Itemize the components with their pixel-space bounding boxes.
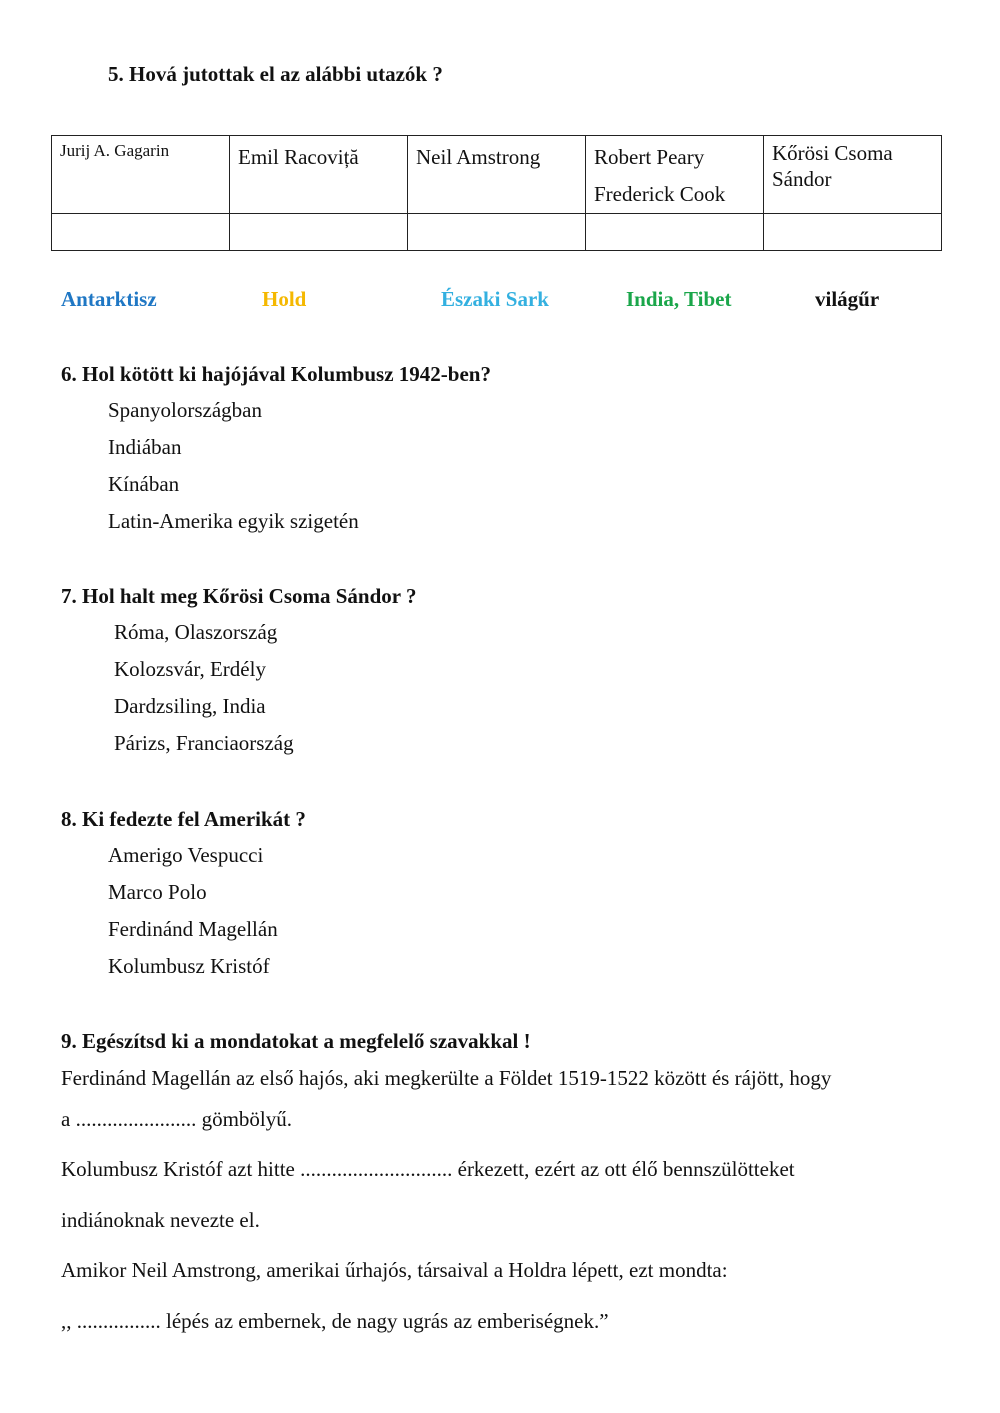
q8-option[interactable]: Marco Polo — [108, 880, 207, 904]
word-antarktisz[interactable]: Antarktisz — [61, 287, 157, 311]
q6-option[interactable]: Spanyolországban — [108, 398, 262, 422]
travelers-table — [51, 135, 942, 251]
traveler-name: Emil Racoviță — [238, 145, 359, 169]
traveler-name: Jurij A. Gagarin — [60, 141, 170, 160]
q8-option[interactable]: Kolumbusz Kristóf — [108, 954, 270, 978]
word-hold[interactable]: Hold — [262, 287, 307, 311]
q7-title: 7. Hol halt meg Kőrösi Csoma Sándor ? — [61, 584, 417, 608]
q5-title: 5. Hová jutottak el az alábbi utazók ? — [108, 62, 443, 86]
answer-slot-1[interactable] — [52, 214, 230, 251]
answer-slot-5[interactable] — [764, 214, 942, 251]
traveler-cell-korosi — [764, 136, 942, 214]
q9-sentence-line[interactable]: a ....................... gömbölyű. — [61, 1107, 292, 1131]
q8-option[interactable]: Amerigo Vespucci — [108, 843, 264, 867]
table-row — [52, 214, 942, 251]
word-india-tibet[interactable]: India, Tibet — [626, 287, 732, 311]
traveler-name: Neil Amstrong — [416, 145, 541, 169]
word-eszaki-sark[interactable]: Északi Sark — [441, 287, 549, 311]
q7-option[interactable]: Dardzsiling, India — [114, 694, 266, 718]
q7-option[interactable]: Kolozsvár, Erdély — [114, 657, 266, 681]
q9-sentence-line: indiánoknak nevezte el. — [61, 1208, 260, 1232]
q6-option[interactable]: Indiában — [108, 435, 182, 459]
q9-title: 9. Egészítsd ki a mondatokat a megfelelő szavakkal ! — [61, 1029, 531, 1053]
q8-title: 8. Ki fedezte fel Amerikát ? — [61, 807, 306, 831]
traveler-name: Kőrösi Csoma — [772, 141, 893, 165]
traveler-cell-peary-cook — [586, 136, 764, 214]
traveler-name: Robert Peary — [594, 145, 705, 169]
traveler-name: Sándor — [772, 167, 832, 191]
word-vilagur[interactable]: világűr — [815, 287, 880, 311]
answer-slot-4[interactable] — [586, 214, 764, 251]
q8-option[interactable]: Ferdinánd Magellán — [108, 917, 278, 941]
traveler-cell-amstrong — [408, 136, 586, 214]
q9-sentence-line[interactable]: ,, ................ lépés az embernek, de nagy ugrás az emberiségnek.” — [61, 1309, 609, 1333]
traveler-cell-racovita — [230, 136, 408, 214]
answer-slot-3[interactable] — [408, 214, 586, 251]
traveler-name: Frederick Cook — [594, 182, 726, 206]
q9-sentence-line: Ferdinánd Magellán az első hajós, aki megkerülte a Földet 1519-1522 között és rájött, hogy — [61, 1066, 832, 1090]
table-row — [52, 136, 942, 214]
q6-title: 6. Hol kötött ki hajójával Kolumbusz 1942-ben? — [61, 362, 491, 386]
q9-sentence-line: Amikor Neil Amstrong, amerikai űrhajós, társaival a Holdra lépett, ezt mondta: — [61, 1258, 728, 1282]
answer-slot-2[interactable] — [230, 214, 408, 251]
q7-option[interactable]: Róma, Olaszország — [114, 620, 278, 644]
q6-option[interactable]: Latin-Amerika egyik szigetén — [108, 509, 359, 533]
q6-option[interactable]: Kínában — [108, 472, 180, 496]
q9-sentence-line[interactable]: Kolumbusz Kristóf azt hitte ............................. érkezett, ezért az ott élő bennszülötteket — [61, 1157, 795, 1181]
q7-option[interactable]: Párizs, Franciaország — [114, 731, 294, 755]
traveler-cell-gagarin — [52, 136, 230, 214]
